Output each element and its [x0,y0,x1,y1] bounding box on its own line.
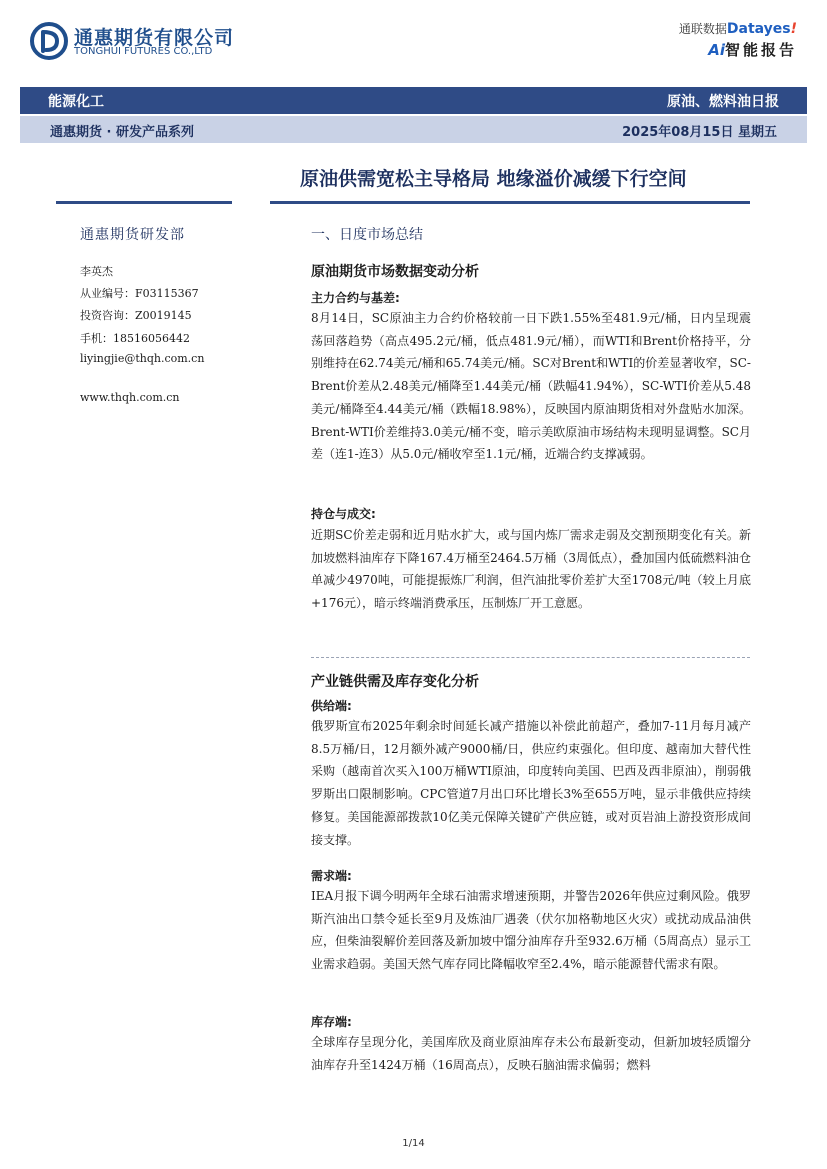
supply-label: 供给端: [311,699,352,713]
futures-data-heading: 原油期货市场数据变动分析 [311,264,479,280]
report-title: 原油供需宽松主导格局 地缘溢价减缓下行空间 [300,168,687,190]
series-band [20,116,807,143]
ai-report-label [708,39,797,60]
company-website[interactable]: www.thqh.com.cn [80,391,180,404]
datayes-exclaim: ! [790,21,797,37]
ai-report-text: 智能报告 [724,41,797,59]
research-dept: 通惠期货研发部 [80,227,185,243]
sector-label: 能源化工 [48,94,104,110]
supply-demand-heading: 产业链供需及库存变化分析 [311,674,479,690]
sector-band [20,87,807,114]
report-type-label: 原油、燃料油日报 [667,94,779,110]
demand-paragraph: IEA月报下调今明两年全球石油需求增速预期，并警告2026年供应过剩风险。俄罗斯汽油出口禁令延长至9月及炼油厂遇袭（伏尔加格勒地区火灾）或扰动成品油供应，但柴油裂解价差回落及新加坡中馏分油库存升至932.6万桶（5周高点）显示工业需求趋弱。美国天然气库存同比降幅收窄至2.4%，暗示能源替代需求有限。 [311,889,751,972]
company-name-cn: 通惠期货有限公司 [74,27,235,49]
author-name: 李英杰 [80,265,113,278]
page-number: 1/14 [402,1138,425,1149]
contract-basis-paragraph: 8月14日，SC原油主力合约价格较前一日下跌1.55%至481.9元/桶，日内呈现震荡回落趋势（高点495.2元/桶，低点481.9元/桶），而WTI和Brent价格持平，分别维持在62.74美元/桶和65.74美元/桶。SC对Brent和WTI的价差显著收窄，SC-Brent价差从2.48美元/桶降至1.44美元/桶（跌幅41.94%），SC-WTI价差从5.48美元/桶降至4.44美元/桶（跌幅18.98%），反映国内原油期货相对外盘贴水加深。Brent-WTI价差维持3.0美元/桶不变，暗示美欧原油市场结构未现明显调整。SC月差（连1-连3）从5.0元/桶收窄至1.1元/桶，近端合约支撑减弱。 [311,311,751,462]
datayes-brand: Datayes [726,21,791,37]
company-name-en: TONGHUI FUTURES CO.,LTD [74,46,213,57]
datayes-logo [679,20,797,37]
title-rule-right [270,201,750,204]
demand-label: 需求端: [311,869,352,883]
ai-mark: Ai [708,41,725,59]
author-email[interactable]: liyingjie@thqh.com.cn [80,352,205,365]
section-divider [311,657,750,658]
section-daily-summary-heading: 一、日度市场总结 [311,227,423,243]
phone-number: 手机：18516056442 [80,332,190,345]
report-date: 2025年08月15日 星期五 [622,125,777,140]
position-volume-label: 持仓与成交: [311,507,376,521]
series-label: 通惠期货 · 研发产品系列 [50,125,194,140]
supply-paragraph: 俄罗斯宣布2025年剩余时间延长减产措施以补偿此前超产，叠加7-11月每月减产8.5万桶/日，12月额外减产9000桶/日，供应约束强化。但印度、越南加大替代性采购（越南首次买入100万桶WTI原油，印度转向美国、巴西及西非原油），削弱俄罗斯出口限制影响。CPC管道7月出口环比增长3%至655万吨，显示非俄供应持续修复。美国能源部拨款10亿美元保障关键矿产供应链，或对页岩油上游投资形成间接支撑。 [311,719,751,847]
title-rule-left [56,201,232,204]
inventory-label: 库存端: [311,1015,352,1029]
inventory-paragraph: 全球库存呈现分化，美国库欣及商业原油库存未公布最新变动，但新加坡轻质馏分油库存升至1424万桶（16周高点），反映石脑油需求偏弱；燃料 [311,1035,751,1072]
datayes-prefix: 通联数据 [678,22,727,36]
tonghui-logo-icon [30,22,68,60]
position-volume-paragraph: 近期SC价差走弱和近月贴水扩大，或与国内炼厂需求走弱及交割预期变化有关。新加坡燃料油库存下降167.4万桶至2464.5万桶（3周低点），叠加国内低硫燃料油仓单减少4970吨，可能提振炼厂利润，但汽油批零价差扩大至1708元/吨（较上月底+176元），暗示终端消费承压，压制炼厂开工意愿。 [311,528,751,611]
license-number: 从业编号：F03115367 [80,287,199,300]
advisory-number: 投资咨询：Z0019145 [80,309,192,322]
contract-basis-label: 主力合约与基差: [311,291,400,305]
